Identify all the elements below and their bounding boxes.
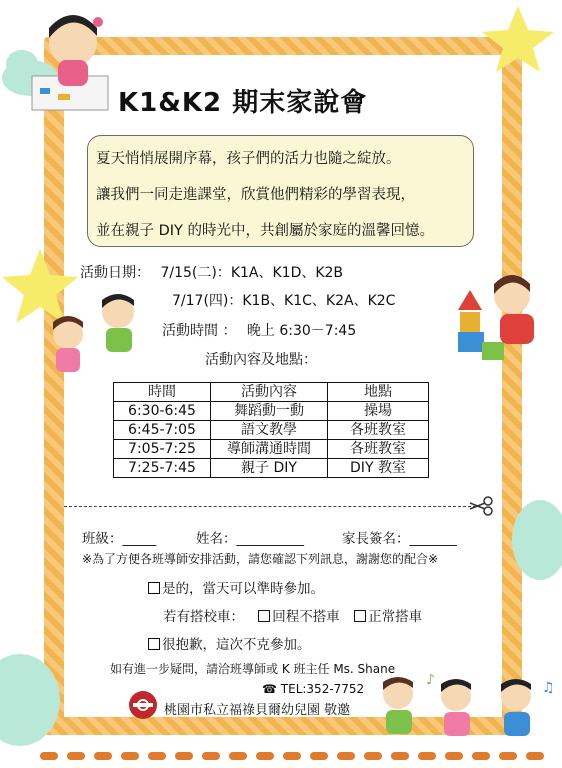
table-cell: 導師溝通時間 <box>211 440 328 459</box>
school-name: 桃園市私立福祿貝爾幼兒園 敬邀 <box>164 703 351 718</box>
blocks-illustration <box>452 270 560 370</box>
table-cell: 操場 <box>328 402 429 421</box>
cloud-icon <box>0 640 70 750</box>
intro-line: 夏天悄悄展開序幕，孩子們的活力也隨之綻放。 <box>96 151 401 167</box>
date-value-1: 7/15(二)：K1A、K1D、K2B <box>160 265 344 281</box>
intro-box <box>87 135 474 247</box>
table-cell: 各班教室 <box>328 440 429 459</box>
table-cell: 6:30-6:45 <box>114 402 211 421</box>
child-illustration <box>40 290 160 385</box>
checkbox[interactable] <box>148 582 160 594</box>
table-row <box>114 440 429 459</box>
phone-icon: ☎ <box>262 682 277 696</box>
page-title: K1&K2 期末家說會 <box>118 88 368 118</box>
phone-row <box>262 682 364 696</box>
checkbox[interactable] <box>148 638 160 650</box>
table-cell: 親子 DIY <box>211 459 328 478</box>
cut-line <box>64 506 476 507</box>
intro-line: 並在親子 DIY 的時光中，共創屬於家庭的溫馨回憶。 <box>96 223 435 239</box>
bus-option-normal: 正常搭車 <box>368 609 423 625</box>
event-time-row <box>162 320 356 340</box>
child-illustration <box>360 672 560 762</box>
time-value: 晚上 6:30－7:45 <box>246 323 357 339</box>
notice-text: ※為了方便各班導師安排活動，請您確認下列訊息，謝謝您的配合※ <box>82 552 439 566</box>
table-cell: 7:25-7:45 <box>114 459 211 478</box>
music-note-icon: ♪ <box>426 672 435 688</box>
class-field: 班級：_____ <box>82 531 157 547</box>
name-field: 姓名：__________ <box>196 531 304 547</box>
checkbox[interactable] <box>354 610 366 622</box>
contact-note: 如有進一步疑問，請洽班導師或 K 班主任 Ms. Shane <box>110 662 396 676</box>
intro-line: 讓我們一同走進課堂，欣賞他們精彩的學習表現， <box>96 187 415 203</box>
table-row <box>114 421 429 440</box>
option-attend-label: 是的，當天可以準時參加。 <box>162 581 324 597</box>
table-cell: 語文教學 <box>211 421 328 440</box>
star-icon <box>478 2 558 74</box>
table-header: 地點 <box>328 383 429 402</box>
option-decline <box>148 633 311 653</box>
table-cell: 各班教室 <box>328 421 429 440</box>
phone-number: TEL:352-7752 <box>280 682 365 696</box>
schedule-table <box>113 382 429 478</box>
bus-label: 若有搭校車： <box>163 609 244 625</box>
date-value-2: 7/17(四)：K1B、K1C、K2A、K2C <box>172 293 396 309</box>
option-decline-label: 很抱歉，這次不克參加。 <box>162 637 311 653</box>
scissors-icon <box>468 496 494 516</box>
checkbox[interactable] <box>258 610 270 622</box>
table-row <box>114 402 429 421</box>
child-illustration <box>18 10 118 115</box>
school-logo <box>128 690 158 720</box>
parent-signature-field: 家長簽名：_______ <box>342 531 457 547</box>
event-date-row <box>80 262 343 282</box>
time-label: 活動時間 ： <box>162 323 237 339</box>
table-cell: 7:05-7:25 <box>114 440 211 459</box>
table-cell: 舞蹈動一動 <box>211 402 328 421</box>
content-label: 活動內容及地點： <box>205 352 317 368</box>
table-header-row <box>114 383 429 402</box>
bus-row <box>163 605 422 625</box>
bus-option-no-return: 回程不搭車 <box>272 609 340 625</box>
table-header: 時間 <box>114 383 211 402</box>
table-cell: DIY 教室 <box>328 459 429 478</box>
table-row <box>114 459 429 478</box>
table-cell: 6:45-7:05 <box>114 421 211 440</box>
option-attend <box>148 577 324 597</box>
date-label: 活動日期： <box>80 265 150 281</box>
music-note-icon: ♫ <box>542 680 555 696</box>
bottom-border <box>40 752 545 762</box>
cloud-icon <box>500 490 562 590</box>
table-header: 活動內容 <box>211 383 328 402</box>
